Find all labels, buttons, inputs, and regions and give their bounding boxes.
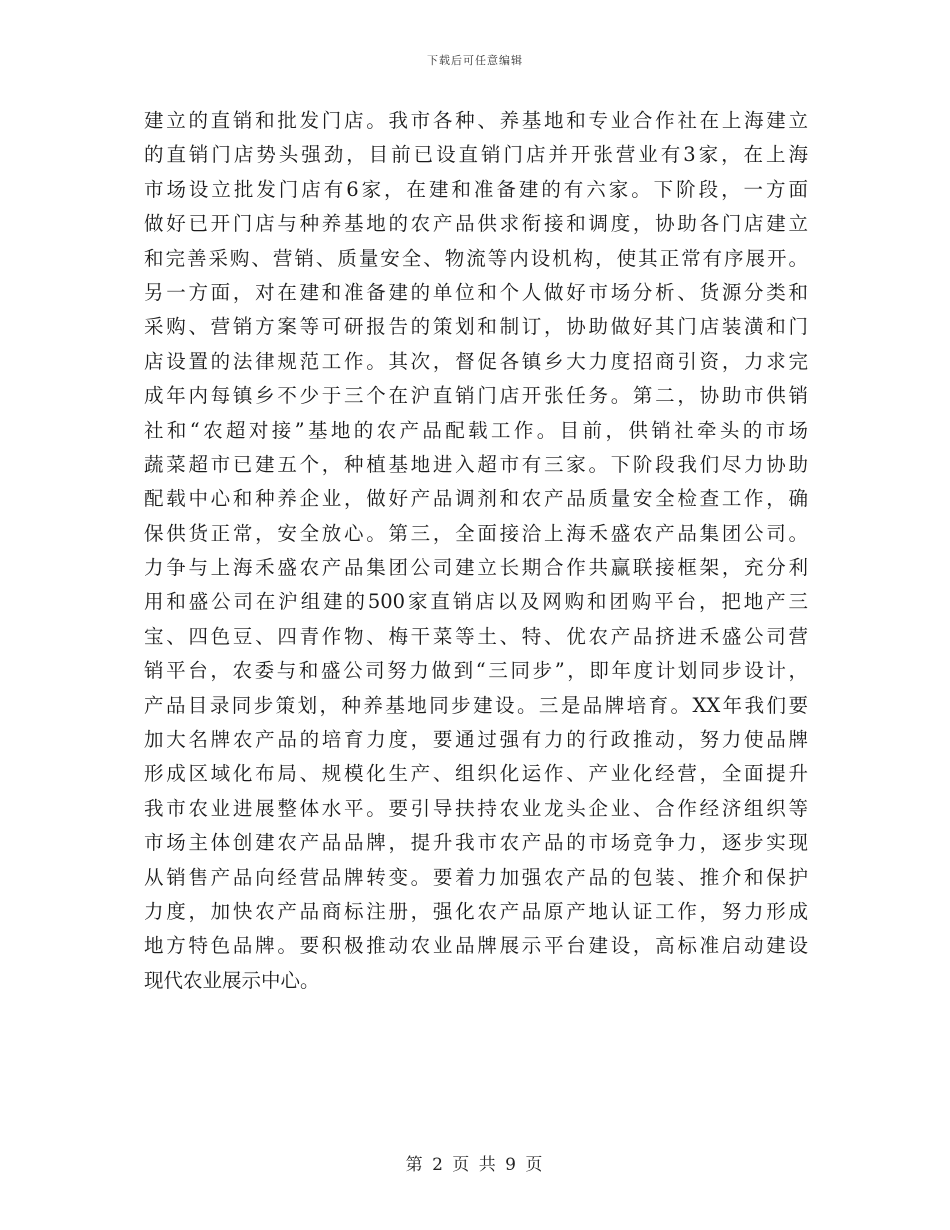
text-line: 宝、四色豆、四青作物、梅干菜等土、特、优农产品挤进禾盛公司营: [144, 624, 808, 648]
text-line: 社和“农超对接”基地的农产品配载工作。目前，供销社牵头的市场: [144, 418, 808, 442]
text-line: 产品目录同步策划，种养基地同步建设。三是品牌培育。XX年我们要: [144, 693, 808, 717]
text-line: 店设置的法律规范工作。其次，督促各镇乡大力度招商引资，力求完: [144, 349, 808, 373]
text-line: 蔬菜超市已建五个，种植基地进入超市有三家。下阶段我们尽力协助: [144, 452, 808, 476]
text-line: 做好已开门店与种养基地的农产品供求衔接和调度，协助各门店建立: [144, 212, 808, 236]
text-line: 市场设立批发门店有6家，在建和准备建的有六家。下阶段，一方面: [144, 177, 808, 201]
text-line: 成年内每镇乡不少于三个在沪直销门店开张任务。第二，协助市供销: [144, 384, 808, 408]
text-line: 现代农业展示中心。: [144, 968, 320, 992]
text-line: 从销售产品向经营品牌转变。要着力加强农产品的包装、推介和保护: [144, 865, 808, 889]
text-line: 另一方面，对在建和准备建的单位和个人做好市场分析、货源分类和: [144, 280, 808, 304]
document-body: [144, 104, 808, 998]
text-line: 的直销门店势头强劲，目前已设直销门店并开张营业有3家，在上海: [144, 143, 808, 167]
page-header: 下载后可任意编辑: [427, 54, 523, 67]
text-line: 建立的直销和批发门店。我市各种、养基地和专业合作社在上海建立: [144, 109, 808, 132]
text-line: 形成区域化布局、规模化生产、组织化运作、产业化经营，全面提升: [144, 762, 808, 786]
text-line: 市场主体创建农产品品牌，提升我市农产品的市场竞争力，逐步实现: [144, 831, 808, 855]
text-line: 地方特色品牌。要积极推动农业品牌展示平台建设，高标准启动建设: [144, 934, 808, 958]
text-line: 力争与上海禾盛农产品集团公司建立长期合作共赢联接框架，充分利: [144, 556, 808, 580]
text-line: 保供货正常，安全放心。第三，全面接洽上海禾盛农产品集团公司。: [144, 521, 808, 545]
text-line: 力度，加快农产品商标注册，强化农产品原产地认证工作，努力形成: [144, 899, 808, 923]
text-line: 和完善采购、营销、质量安全、物流等内设机构，使其正常有序展开。: [144, 246, 808, 270]
text-line: 用和盛公司在沪组建的500家直销店以及网购和团购平台，把地产三: [144, 590, 808, 614]
text-line: 加大名牌农产品的培育力度，要通过强有力的行政推动，努力使品牌: [144, 728, 808, 752]
text-line: 配载中心和种养企业，做好产品调剂和农产品质量安全检查工作，确: [144, 487, 808, 511]
text-line: 销平台，农委与和盛公司努力做到“三同步”，即年度计划同步设计，: [144, 659, 808, 683]
text-line: 采购、营销方案等可研报告的策划和制订，协助做好其门店装潢和门: [144, 315, 808, 339]
text-line: 我市农业进展整体水平。要引导扶持农业龙头企业、合作经济组织等: [144, 796, 808, 820]
page-number: 第 2 页 共 9 页: [405, 1155, 545, 1175]
